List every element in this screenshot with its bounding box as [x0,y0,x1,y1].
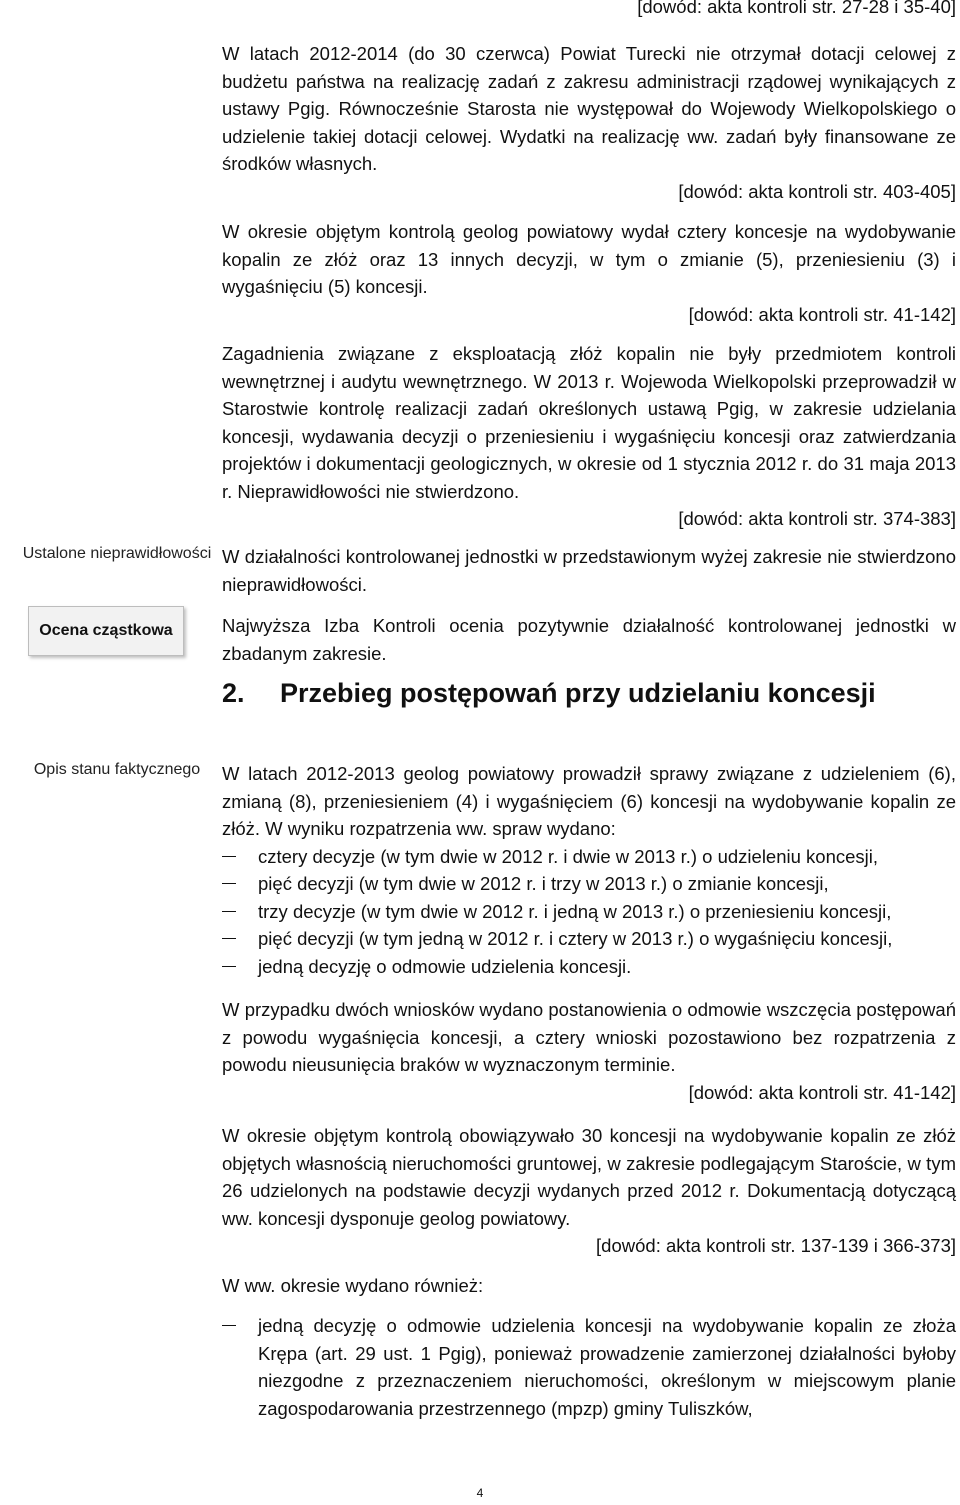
list-item: cztery decyzje (w tym dwie w 2012 r. i dwie w 2013 r.) o udzieleniu koncesji, [222,843,956,871]
dash-bullet-icon [222,966,236,967]
paragraph-koncesje [222,218,956,328]
paragraph-text: W okresie objętym kontrolą geolog powiatowy wydał cztery koncesje na wydobywanie kopalin ze złóż oraz 13 innych decyzji, w tym o zmianie (5), przeniesieniu (3) i wygaśnięciu (5) koncesji. [222,221,956,297]
list-item: pięć decyzji (w tym dwie w 2012 r. i trzy w 2013 r.) o zmianie koncesji, [222,870,956,898]
paragraph-text: W działalności kontrolowanej jednostki w przedstawionym wyżej zakresie nie stwierdzono nieprawidłowości. [222,546,956,595]
sidebar-label-opis: Opis stanu faktycznego [33,761,201,778]
list-item: pięć decyzji (w tym jedną w 2012 r. i cztery w 2013 r.) o wygaśnięciu koncesji, [222,925,956,953]
paragraph-text: W latach 2012-2014 (do 30 czerwca) Powiat Turecki nie otrzymał dotacji celowej z budżetu państwa na realizację zadań z zakresu administracji rządowej wynikających z ustawy Pgig. Równocześnie Starosta nie występował do Wojewody Wielkopolskiego o udzielenie takiej dotacji celowej. Wydatki na realizację ww. zadań były finansowane ze środków własnych. [222,43,956,174]
paragraph-wydano-rowniez [222,1272,956,1300]
dash-bullet-icon [222,883,236,884]
evidence-reference: [dowód: akta kontroli str. 374-383] [678,508,956,529]
section-title: Przebieg postępowań przy udzielaniu koncesji [280,678,876,708]
paragraph-obowiazujace-koncesje [222,1122,956,1260]
section-heading [222,678,876,709]
list-item: jedną decyzję o odmowie udzielenia koncesji na wydobywanie kopalin ze złoża Krępa (art. 29 ust. 1 Pgig), ponieważ prowadzenie zamierzonej działalności byłoby niezgodne z przeznaczeniem nieruchomości, określonym w miejscowym planie zagospodarowania przestrzennego (mpzp) gminy Tuliszków, [222,1312,956,1422]
paragraph-wnioski [222,996,956,1106]
evidence-reference: [dowód: akta kontroli str. 41-142] [688,1081,956,1103]
decision-list [222,843,956,981]
paragraph-text: Zagadnienia związane z eksploatacją złóż kopalin nie były przedmiotem kontroli wewnętrznej i audytu wewnętrznego. W 2013 r. Wojewoda Wielkopolski przeprowadził w Starostwie kontrolę realizacji zadań określonych ustawą Pgig, w zakresie udzielania koncesji, wydawania decyzji o przeniesieniu i wygaśnięciu koncesji oraz zatwierdzania projektów i dokumentacji geologicznych, w okresie od 1 stycznia 2012 r. do 31 maja 2013 r. Nieprawidłowości nie stwierdzono. [222,343,956,502]
sidebar-label-ustalone: Ustalone nieprawidłowości [22,545,212,562]
list-item: jedną decyzję o odmowie udzielenia koncesji. [222,953,956,981]
paragraph-text: W przypadku dwóch wniosków wydano postanowienia o odmowie wszczęcia postępowań z powodu wygaśnięcia koncesji, a cztery wnioski pozostawiono bez rozpatrzenia z powodu nieusunięcia braków w wyznaczonym terminie. [222,999,956,1075]
sidebar-label-ocena: Ocena cząstkowa [28,606,184,656]
paragraph-kontrola [222,340,956,533]
refusal-list [222,1312,956,1422]
paragraph-text: W latach 2012-2013 geolog powiatowy prowadził sprawy związane z udzieleniem (6), zmianą (8), przeniesieniem (4) i wygaśnięciem (6) koncesji na wydobywanie kopalin ze złóż. W wyniku rozpatrzenia ww. spraw wydano: [222,763,956,839]
paragraph-ocena [222,612,956,667]
list-item: trzy decyzje (w tym dwie w 2012 r. i jedną w 2013 r.) o przeniesieniu koncesji, [222,898,956,926]
refusal-list-block [222,1312,956,1422]
paragraph-dotacje [222,40,956,205]
page-number: 4 [476,1486,484,1500]
top-evidence-block [222,0,956,21]
paragraph-nieprawidlowosci [222,543,956,598]
evidence-reference: [dowód: akta kontroli str. 41-142] [688,303,956,325]
paragraph-text: W ww. okresie wydano również: [222,1275,484,1296]
paragraph-text: Najwyższa Izba Kontroli ocenia pozytywnie działalność kontrolowanej jednostki w zbadanym zakresie. [222,615,956,664]
section-number: 2. [222,678,245,708]
evidence-reference: [dowód: akta kontroli str. 27-28 i 35-40] [637,0,956,17]
dash-bullet-icon [222,1325,236,1326]
evidence-reference: [dowód: akta kontroli str. 137-139 i 366-373] [596,1235,956,1256]
dash-bullet-icon [222,911,236,912]
paragraph-text: W okresie objętym kontrolą obowiązywało 30 koncesji na wydobywanie kopalin ze złóż objętych własnością nieruchomości gruntowej, w zakresie podlegającym Staroście, w tym 26 udzielonych na podstawie decyzji wydanych przed 2012 r. Dokumentacją dotyczącą ww. koncesji dysponuje geolog powiatowy. [222,1125,956,1229]
paragraph-sprawy [222,760,956,980]
evidence-reference: [dowód: akta kontroli str. 403-405] [678,180,956,202]
dash-bullet-icon [222,856,236,857]
dash-bullet-icon [222,938,236,939]
